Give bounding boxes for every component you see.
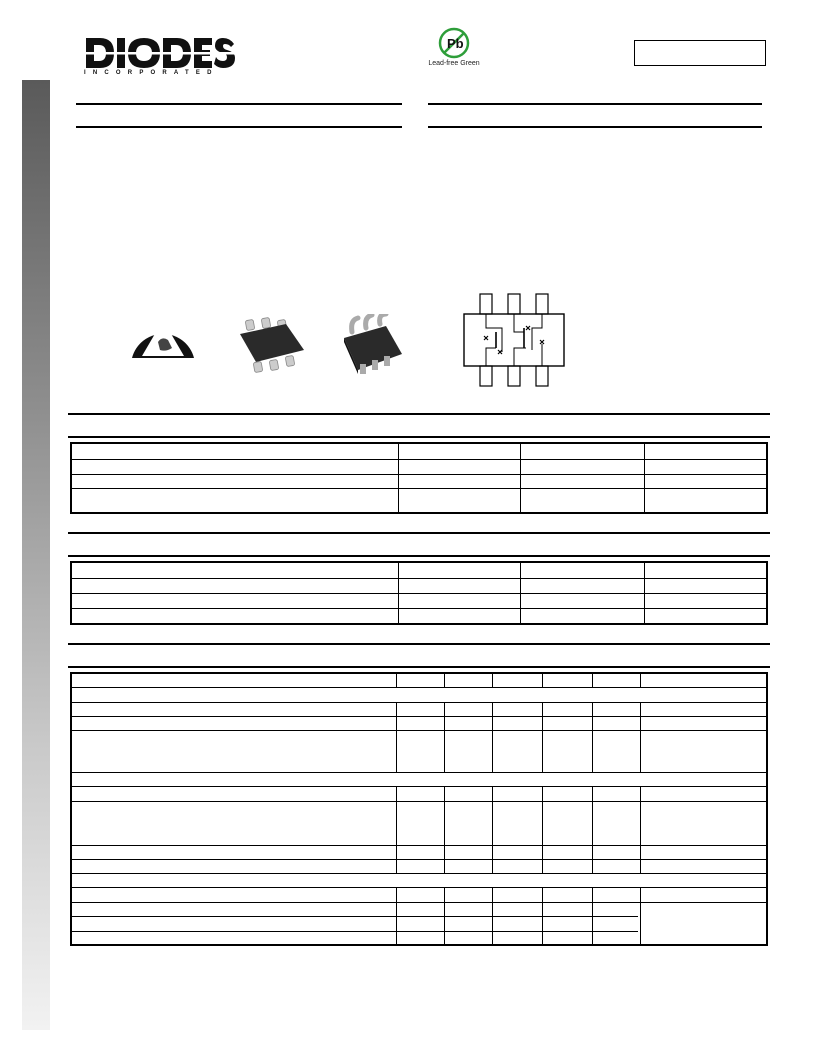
section-3-rule-top [68, 643, 770, 645]
table-2 [70, 561, 768, 625]
section-1-rule-bottom [68, 436, 770, 438]
table-row [72, 460, 766, 475]
table-row [72, 703, 766, 717]
rule-right-top [428, 103, 762, 105]
table-3 [70, 672, 768, 946]
section-2-rule-top [68, 532, 770, 534]
table-row [72, 717, 766, 731]
table-row [72, 787, 766, 802]
side-gradient-bar [22, 80, 50, 1030]
table-row [72, 563, 766, 579]
table-1 [70, 442, 768, 514]
brand-tagline: INCORPORATED [84, 70, 219, 76]
table-row [72, 802, 766, 846]
table-group-row [72, 688, 766, 703]
table-row [72, 444, 766, 460]
section-3-rule-bottom [68, 666, 770, 668]
rule-left-bottom [76, 126, 402, 128]
table-row [72, 903, 638, 917]
lead-free-badge [414, 26, 494, 70]
table-row [72, 594, 766, 609]
table-row [72, 475, 766, 489]
rule-left-top [76, 103, 402, 105]
section-2-rule-bottom [68, 555, 770, 557]
part-number-box [634, 40, 766, 66]
esd-warning-icon [128, 306, 198, 365]
section-1-rule-top [68, 413, 770, 415]
lead-free-label: Lead-free Green [428, 60, 480, 67]
sot363-package-top-icon [232, 316, 312, 383]
diodes-logo [84, 36, 236, 82]
pin-diagram-icon [462, 292, 566, 393]
table-row [72, 846, 766, 860]
table-row [72, 674, 766, 688]
sot363-package-angle-icon [338, 314, 408, 383]
table-group-row [72, 888, 766, 903]
table-row [72, 731, 766, 773]
table-group-row [72, 874, 766, 888]
table-row [72, 579, 766, 594]
table-row [72, 860, 766, 874]
table-row [72, 917, 638, 932]
table-group-row [72, 773, 766, 787]
lead-free-icon [414, 26, 494, 60]
rule-right-bottom [428, 126, 762, 128]
pb-symbol: Pb [447, 36, 464, 51]
